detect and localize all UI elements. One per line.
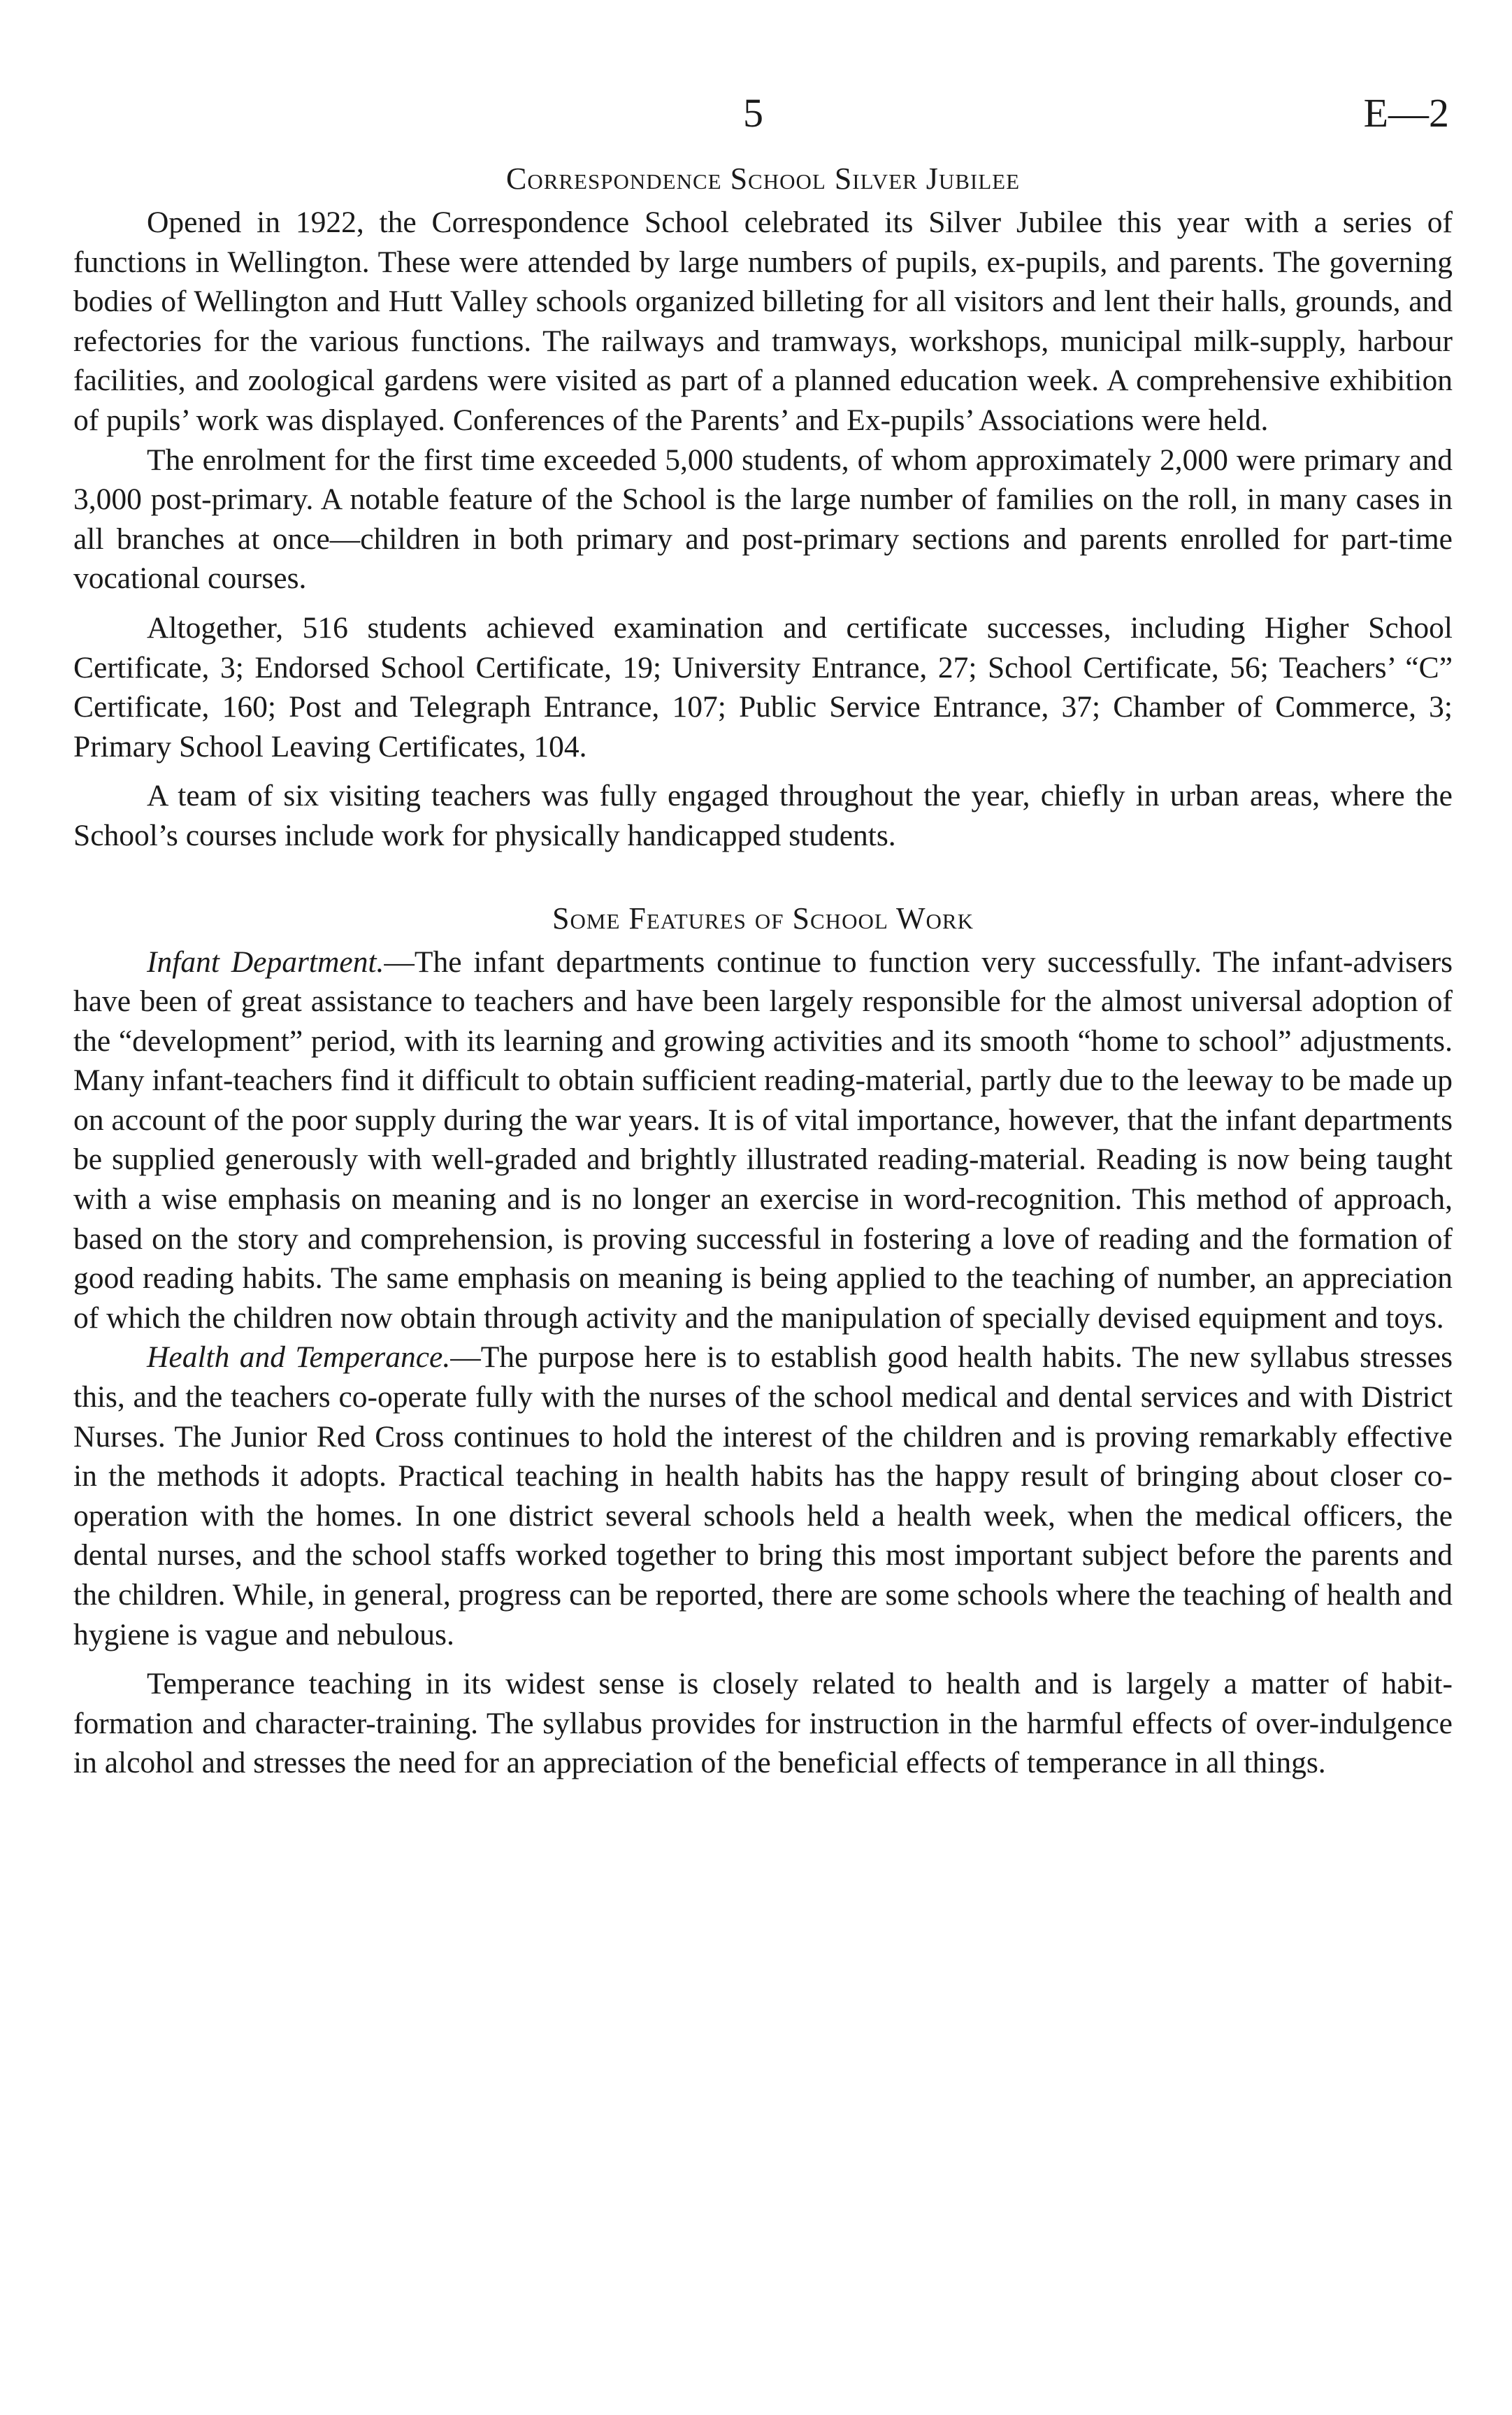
paragraph-jubilee-intro: Opened in 1922, the Correspondence School celebrated its Silver Jubilee this year with a series of functions in Wellington. These were attended by large numbers of pupils, ex-pupils, and parents. The governing bodies of Wellington and Hutt Valley schools organized billeting for all visitors and lent their halls, grounds, and refectories for the various functions. The railways and tramways, workshops, municipal milk-supply, harbour facilities, and zoological gardens were visited as part of a planned education week. A comprehensive exhibition of pupils’ work was displayed. Conferences of the Parents’ and Ex-pupils’ Associations were held. [73, 206, 1453, 437]
document-reference: E—2 [1363, 90, 1449, 136]
paragraph-health-temperance [73, 1338, 1453, 1654]
paragraph-temperance-teaching: Temperance teaching in its widest sense is closely related to health and is largely a matter of habit-formation and character-training. The syllabus provides for instruction in the harmful effects of over-indulgence in alcohol and stresses the need for an appreciation of the beneficial effects of temperance in all things. [73, 1667, 1453, 1780]
paragraph-visiting-teachers: A team of six visiting teachers was fully engaged throughout the year, chiefly in urban areas, where the School’s courses include work for physically handicapped students. [73, 779, 1453, 852]
paragraph-enrolment: The enrolment for the first time exceeded 5,000 students, of whom approximately 2,000 were primary and 3,000 post-primary. A notable feature of the School is the large number of families on the roll, in many cases in all branches at once—children in both primary and post-primary sections and parents enrolled for part-time vocational courses. [73, 443, 1453, 596]
paragraph-infant-department [73, 943, 1453, 1338]
section-heading-jubilee: Correspondence School Silver Jubilee [505, 162, 1021, 196]
page-number: 5 [743, 90, 763, 136]
page-body [73, 159, 1453, 1783]
health-temperance-text: —The purpose here is to establish good health habits. The new syllabus stresses this, and the teachers co-operate fully with the nurses of the school medical and dental services and with District Nurses. The Junior Red Cross continues to hold the interest of the children and is proving remarkably effective in the methods it adopts. Practical teaching in health habits has the happy result of bringing about closer co-operation with the homes. In one district several schools held a health week, when the medical officers, the dental nurses, and the school staffs worked together to bring this most important subject before the parents and the children. While, in general, progress can be reported, there are some schools where the teaching of health and hygiene is vague and nebulous. [73, 1340, 1453, 1651]
infant-department-title: Infant Department. [147, 945, 384, 979]
section-heading-school-work: Some Features of School Work [552, 901, 974, 936]
paragraph-successes: Altogether, 516 students achieved examination and certificate successes, including Higher School Certificate, 3; Endorsed School Certificate, 19; University Entrance, 27; School Certificate, 56; Teachers’ “C” Certificate, 160; Post and Telegraph Entrance, 107; Public Service Entrance, 37; Chamber of Commerce, 3; Primary School Leaving Certificates, 104. [73, 610, 1453, 764]
infant-department-text: —The infant departments continue to function very successfully. The infant-advisers have been of great assistance to teachers and have been largely responsible for the almost universal adoption of the “development” period, with its learning and growing activities and its smooth “home to school” adjustments. Many infant-teachers find it difficult to obtain sufficient reading-material, partly due to the leeway to be made up on account of the poor supply during the war years. It is of vital importance, however, that the infant departments be supplied generously with well-graded and brightly illustrated reading-material. Reading is now being taught with a wise emphasis on meaning and is no longer an exercise in word-recognition. This method of approach, based on the story and comprehension, is proving successful in fostering a love of reading and the formation of good reading habits. The same emphasis on meaning is being applied to the teaching of number, an appreciation of which the children now obtain through activity and the manipulation of specially devised equipment and toys. [73, 945, 1453, 1335]
health-temperance-title: Health and Temperance. [147, 1340, 451, 1375]
